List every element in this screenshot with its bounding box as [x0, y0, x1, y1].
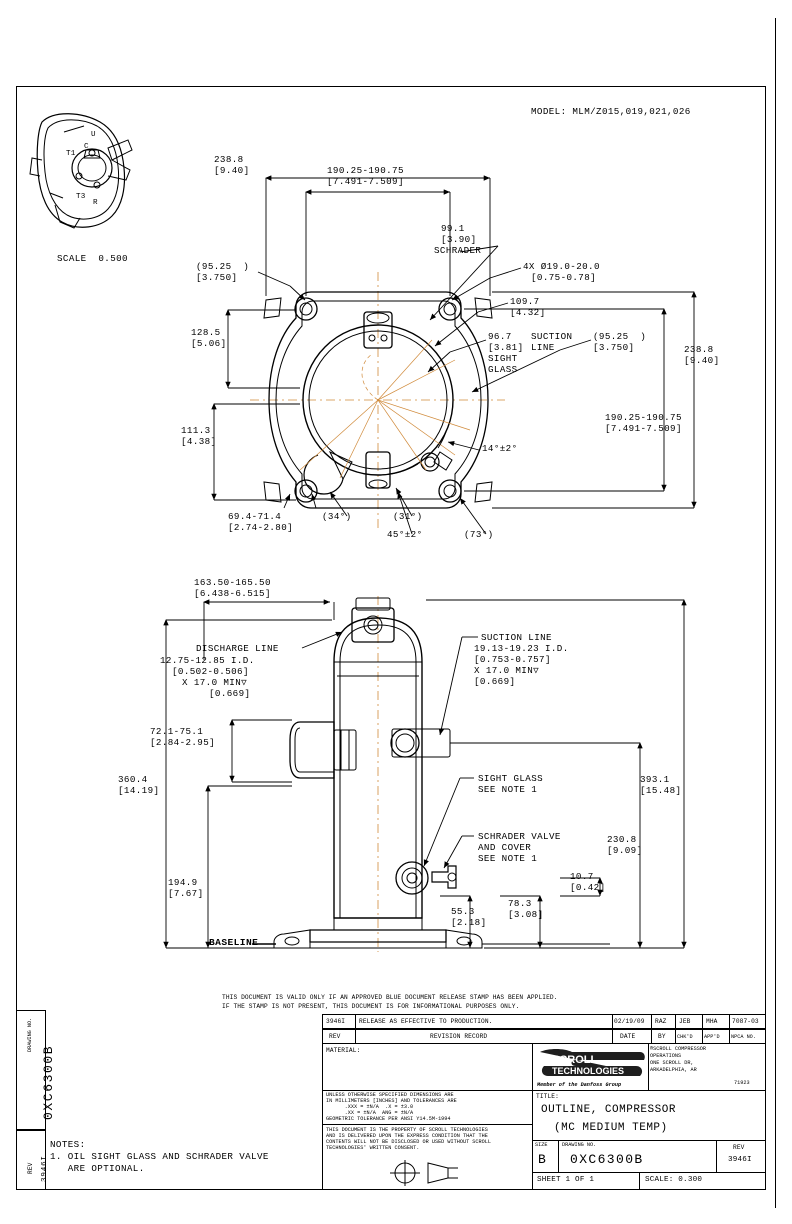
validity-note-line2: IF THE STAMP IS NOT PRESENT, THIS DOCUMENT IS FOR INFORMATIONAL PURPOSES ONLY.	[222, 1003, 520, 1010]
dim-360-l2: [14.19]	[118, 785, 160, 796]
rev-col-desc: REVISION RECORD	[430, 1033, 488, 1040]
svg-text:TECHNOLOGIES: TECHNOLOGIES	[552, 1066, 625, 1076]
dim-suction-id: 19.13-19.23 I.D.	[474, 643, 569, 654]
rev-col-by: BY	[658, 1033, 666, 1040]
left-margin-rev-label: REV	[27, 1162, 34, 1174]
dim-10-l2: [0.42]	[570, 882, 606, 893]
dim-72-l2: [2.84-2.95]	[150, 737, 216, 748]
dim-360-l1: 360.4	[118, 774, 148, 785]
svg-text:SCROLL: SCROLL	[552, 1054, 598, 1066]
dim-393-l2: [15.48]	[640, 785, 682, 796]
dim-overall-width-l2: [9.40]	[214, 165, 250, 176]
sheet-label: SHEET 1 OF 1	[537, 1176, 595, 1184]
terminal-label-t3: T3	[76, 193, 86, 201]
dim-right-bolt-span-l2: [7.491-7.509]	[605, 423, 682, 434]
label-schrader-cover: AND COVER	[478, 842, 532, 853]
company-member-line: Member of the Danfoss Group	[537, 1082, 622, 1088]
dim-foot-l2: [2.74-2.80]	[228, 522, 294, 533]
rev-col-npca: NPCA NO.	[731, 1034, 756, 1040]
company-address-l4: ARKADELPHIA, AR	[650, 1067, 697, 1073]
dim-foot-l1: 69.4-71.4	[228, 511, 282, 522]
label-sight-glass-side: SIGHT GLASS	[478, 773, 544, 784]
company-address-l1: ®SCROLL COMPRESSOR	[650, 1046, 707, 1052]
projection-symbol-icon	[322, 1156, 532, 1190]
dim-offset-left-l2: [3.750]	[196, 272, 238, 283]
dim-offset-left-l1: (95.25 )	[196, 261, 250, 272]
left-margin-drawing-no: 0XC6300B	[41, 1044, 56, 1120]
dim-right-bolt-span-l1: 190.25-190.75	[605, 412, 682, 423]
dim-230-l2: [9.09]	[607, 845, 643, 856]
dim-55-l1: 55.3	[451, 906, 475, 917]
company-address-l5: 71923	[734, 1080, 750, 1086]
company-address-l2: OPERATIONS	[650, 1053, 682, 1059]
dim-angle-14: 14°±2°	[482, 443, 518, 454]
title-line-1: OUTLINE, COMPRESSOR	[541, 1104, 676, 1116]
tolerance-note-l2: IN MILLIMETERS [INCHES] AND TOLERANCES ARE	[326, 1098, 457, 1104]
rev-row-by: RAZ	[655, 1018, 667, 1025]
left-margin-rev: 3946I	[41, 1155, 49, 1182]
tolerance-note-l5: GEOMETRIC TOLERANCE PER ANSI Y14.5M-1994	[326, 1116, 451, 1122]
dim-left-111-l2: [4.38]	[181, 436, 217, 447]
property-note-l4: TECHNOLOGIES' WRITTEN CONSENT.	[326, 1145, 420, 1151]
dim-78-l2: [3.08]	[508, 909, 544, 920]
dim-angle-31: (31°)	[393, 511, 423, 522]
terminal-label-t1: T1	[66, 150, 76, 158]
dim-suction-min: X 17.0 MIN▽	[474, 665, 540, 676]
rev-row-chkd: JEB	[679, 1018, 691, 1025]
dim-discharge-id-in: [0.502-0.506]	[172, 666, 249, 677]
material-label: MATERIAL:	[326, 1047, 361, 1054]
label-schrader-note: SEE NOTE 1	[478, 853, 538, 864]
title-line-2: (MC MEDIUM TEMP)	[554, 1122, 668, 1134]
dim-left-128-l1: 128.5	[191, 327, 221, 338]
dim-10-l1: 10.7	[570, 871, 594, 882]
title-label: TITLE:	[536, 1093, 559, 1100]
left-margin-drawing-no-label: DRAWING NO.	[27, 1017, 33, 1052]
tolerance-note-l4: .XX = ±N/A ANG = ±N/A	[326, 1110, 414, 1116]
terminal-label-r: R	[93, 199, 98, 207]
dim-schrader-h-l1: 99.1	[441, 223, 465, 234]
dim-194-l1: 194.9	[168, 877, 198, 888]
validity-note-line1: THIS DOCUMENT IS VALID ONLY IF AN APPROVED BLUE DOCUMENT RELEASE STAMP HAS BEEN APPLIED.	[222, 994, 558, 1001]
dim-194-l2: [7.67]	[168, 888, 204, 899]
dim-angle-45: 45°±2°	[387, 529, 423, 540]
label-suction-line-l2: LINE	[531, 342, 555, 353]
dim-angle-34: (34°)	[322, 511, 352, 522]
dim-right-overall-l2: [9.40]	[684, 355, 720, 366]
dim-discharge-min-in: [0.669]	[209, 688, 251, 699]
rev-row-desc: RELEASE AS EFFECTIVE TO PRODUCTION.	[359, 1018, 493, 1025]
label-schrader-valve: SCHRADER VALVE	[478, 831, 561, 842]
dim-offset-right-l2: [3.750]	[593, 342, 635, 353]
label-baseline: BASELINE	[209, 937, 259, 948]
terminal-label-c: C	[84, 143, 89, 151]
rev-row-rev: 3946I	[326, 1018, 346, 1025]
dim-72-l1: 72.1-75.1	[150, 726, 204, 737]
company-address-l3: ONE SCROLL DR,	[650, 1060, 694, 1066]
dim-overall-width-l1: 238.8	[214, 154, 244, 165]
dim-sight-glass-l3: SIGHT	[488, 353, 518, 364]
size-value: B	[538, 1152, 547, 1167]
rev-row-appd: MHA	[706, 1018, 718, 1025]
scale-label: SCALE: 0.300	[645, 1176, 703, 1184]
rev-col-date: DATE	[620, 1033, 636, 1040]
dim-sight-glass-l4: GLASS	[488, 364, 518, 375]
label-sight-glass-note: SEE NOTE 1	[478, 784, 538, 795]
dim-bolt-span-top-l1: 190.25-190.75	[327, 165, 404, 176]
rev-col-appd: APP'D	[704, 1034, 720, 1040]
property-note-l3: CONTENTS WILL NOT BE DISCLOSED OR USED WITHOUT SCROLL	[326, 1139, 491, 1145]
dim-right-overall-l1: 238.8	[684, 344, 714, 355]
revision-header-row	[322, 1029, 766, 1044]
rev-col-rev: REV	[329, 1033, 341, 1040]
label-discharge-line: DISCHARGE LINE	[196, 643, 279, 654]
label-suction-line-side: SUCTION LINE	[481, 632, 552, 643]
notes-item-1b: ARE OPTIONAL.	[50, 1163, 145, 1174]
dim-discharge-min: X 17.0 MIN▽	[182, 677, 248, 688]
label-suction-line-l1: SUCTION	[531, 331, 573, 342]
terminal-view-scale: SCALE 0.500	[57, 253, 128, 264]
rev-row-date: 02/19/09	[614, 1018, 645, 1025]
dim-mount-hole-l1: 4X Ø19.0-20.0	[523, 261, 600, 272]
dim-schrader-h-l2: [3.90]	[441, 234, 477, 245]
dim-sight-glass-l2: [3.81]	[488, 342, 524, 353]
dim-bolt-span-top-l2: [7.491-7.509]	[327, 176, 404, 187]
dim-discharge-id: 12.75-12.85 I.D.	[160, 655, 255, 666]
rev-label: REV	[733, 1144, 745, 1151]
tolerance-note-l1: UNLESS OTHERWISE SPECIFIED DIMENSIONS ARE	[326, 1092, 454, 1098]
rev-value: 3946I	[728, 1156, 752, 1164]
notes-item-1: 1. OIL SIGHT GLASS AND SCHRADER VALVE	[50, 1151, 269, 1162]
dim-top-width-l2: [6.438-6.515]	[194, 588, 271, 599]
dim-mount-hole-l2: [0.75-0.78]	[531, 272, 597, 283]
terminal-label-u: U	[91, 131, 96, 139]
dim-55-l2: [2.18]	[451, 917, 487, 928]
dim-left-128-l2: [5.06]	[191, 338, 227, 349]
dim-offset-right-l1: (95.25 )	[593, 331, 647, 342]
dim-suction-offset-l1: 109.7	[510, 296, 540, 307]
rev-row-npca: 7087-03	[732, 1018, 759, 1025]
size-label: SIZE	[535, 1142, 548, 1148]
dim-393-l1: 393.1	[640, 774, 670, 785]
dim-suction-min-in: [0.669]	[474, 676, 516, 687]
notes-header: NOTES:	[50, 1139, 86, 1150]
tolerance-note-l3: .XXX = ±N/A .X = ±3.0	[326, 1104, 414, 1110]
drawing-no-label: DRAWING NO.	[562, 1142, 597, 1148]
dim-left-111-l1: 111.3	[181, 425, 211, 436]
dim-angle-73: (73°)	[464, 529, 494, 540]
drawing-no-value: 0XC6300B	[570, 1152, 644, 1167]
property-note-l2: AND IS DELIVERED UPON THE EXPRESS CONDITION THAT THE	[326, 1133, 488, 1139]
rev-col-chkd: CHK'D	[677, 1034, 693, 1040]
dim-suction-id-in: [0.753-0.757]	[474, 654, 551, 665]
property-note-l1: THIS DOCUMENT IS THE PROPERTY OF SCROLL TECHNOLOGIES	[326, 1127, 488, 1133]
dim-78-l1: 78.3	[508, 898, 532, 909]
dim-schrader-h-l3: SCHRADER	[434, 245, 482, 256]
dim-sight-glass-l1: 96.7	[488, 331, 512, 342]
model-label: MODEL: MLM/Z015,019,021,026	[531, 106, 691, 117]
dim-top-width-l1: 163.50-165.50	[194, 577, 271, 588]
dim-230-l1: 230.8	[607, 834, 637, 845]
dim-suction-offset-l2: [4.32]	[510, 307, 546, 318]
